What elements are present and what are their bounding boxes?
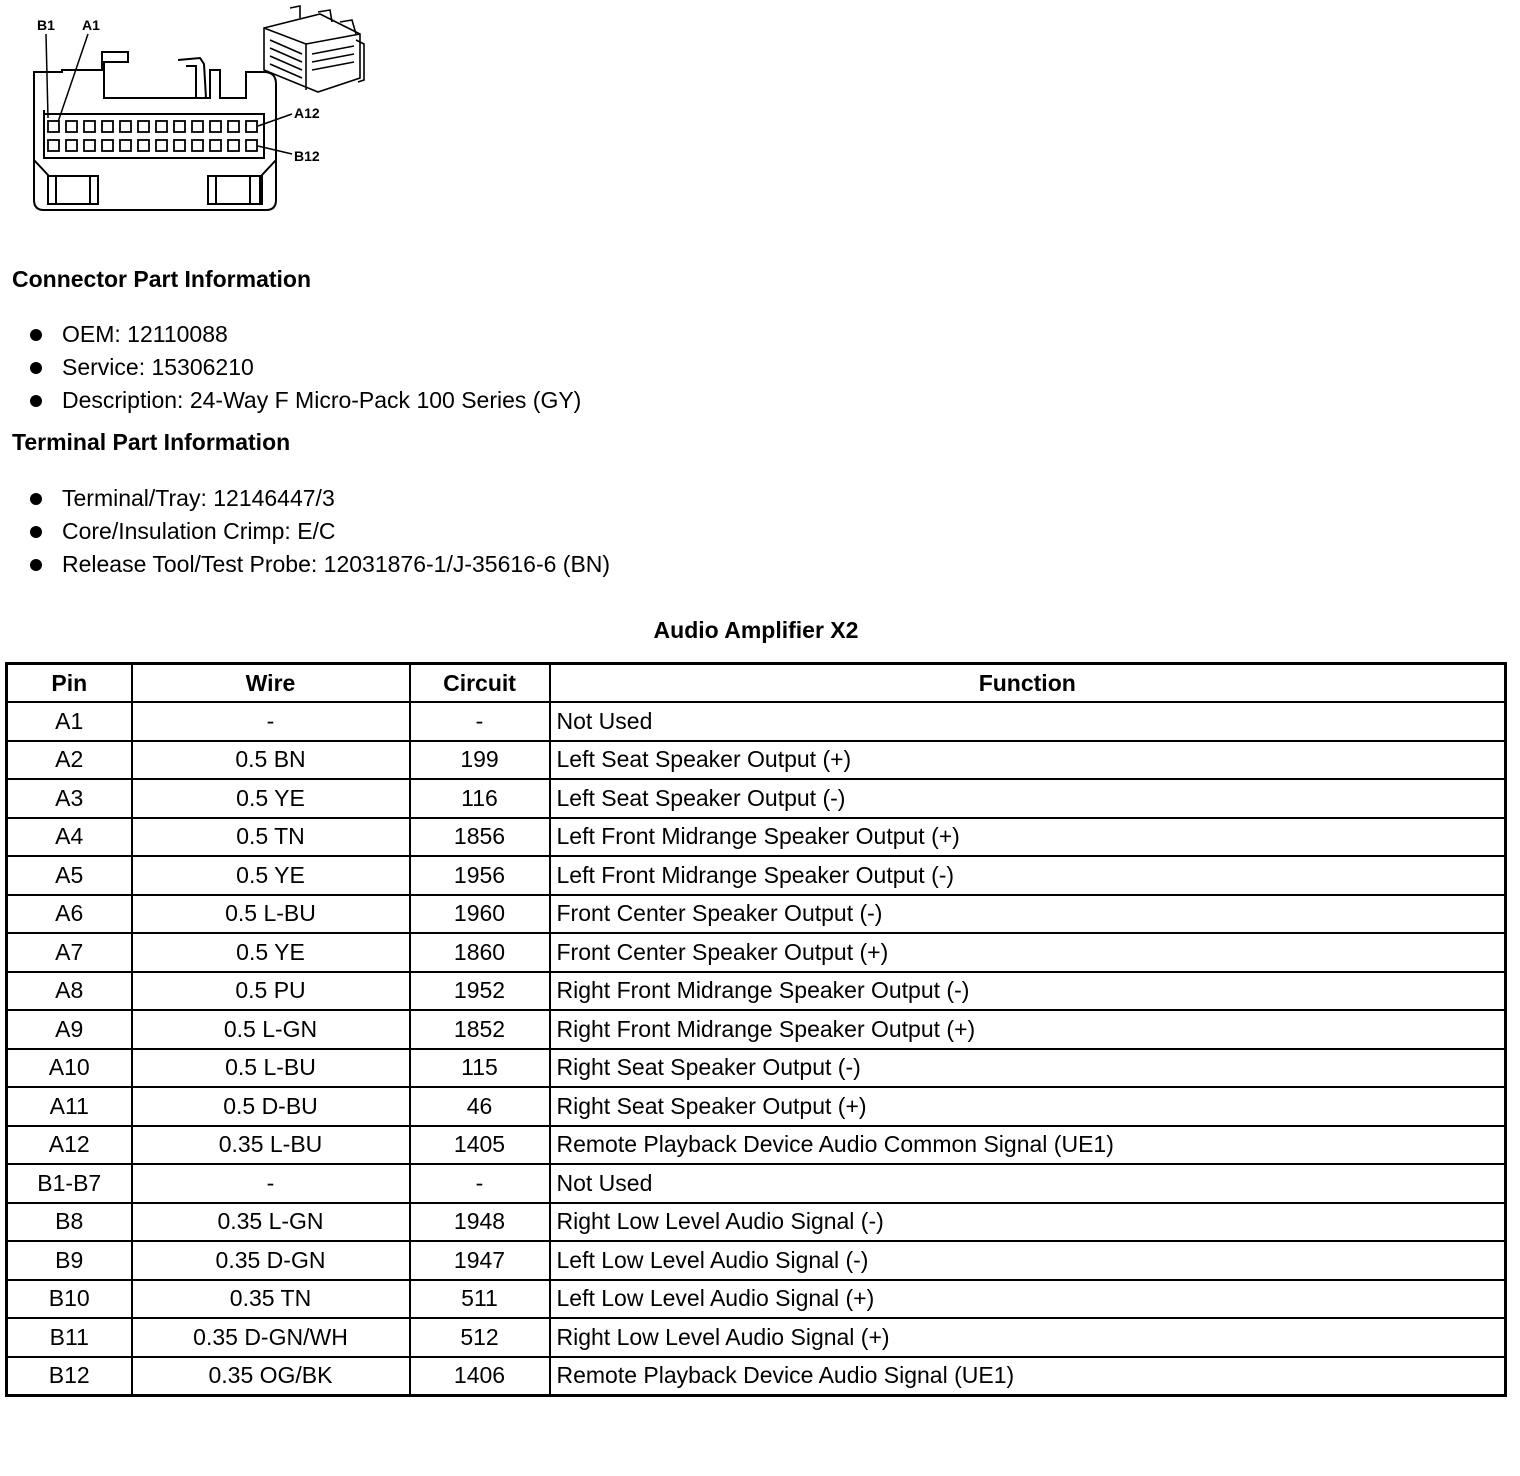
table-header-row — [7, 664, 1506, 703]
cell-pin: A11 — [7, 1087, 132, 1126]
cell-circuit: 115 — [410, 1049, 550, 1088]
table-row — [7, 895, 1506, 934]
header-pin: Pin — [7, 664, 132, 703]
bullet-icon — [30, 329, 42, 341]
header-function: Function — [550, 664, 1506, 703]
cell-pin: A10 — [7, 1049, 132, 1088]
cell-wire: - — [132, 702, 410, 741]
cell-pin: A9 — [7, 1010, 132, 1049]
cell-function: Left Front Midrange Speaker Output (+) — [550, 818, 1506, 857]
cell-wire: 0.35 D-GN/WH — [132, 1318, 410, 1357]
cell-wire: 0.5 PU — [132, 972, 410, 1011]
list-item: Core/Insulation Crimp: E/C — [30, 515, 610, 548]
cell-function: Front Center Speaker Output (+) — [550, 933, 1506, 972]
cell-wire: 0.5 YE — [132, 933, 410, 972]
cell-circuit: 1856 — [410, 818, 550, 857]
cell-circuit: 1852 — [410, 1010, 550, 1049]
label-b1: B1 — [37, 17, 55, 33]
list-item: Service: 15306210 — [30, 351, 581, 384]
list-item: Description: 24-Way F Micro-Pack 100 Series (GY) — [30, 384, 581, 417]
cell-circuit: 1956 — [410, 856, 550, 895]
cell-circuit: 1405 — [410, 1126, 550, 1165]
cell-wire: 0.35 TN — [132, 1280, 410, 1319]
label-a12: A12 — [294, 105, 320, 121]
connector-info-list — [30, 318, 581, 417]
cell-function: Left Low Level Audio Signal (+) — [550, 1280, 1506, 1319]
cell-function: Left Front Midrange Speaker Output (-) — [550, 856, 1506, 895]
table-row — [7, 1318, 1506, 1357]
cell-pin: A7 — [7, 933, 132, 972]
cell-function: Not Used — [550, 702, 1506, 741]
header-circuit: Circuit — [410, 664, 550, 703]
cell-circuit: 511 — [410, 1280, 550, 1319]
cell-pin: B10 — [7, 1280, 132, 1319]
table-row — [7, 1203, 1506, 1242]
table-row — [7, 933, 1506, 972]
cell-wire: 0.5 YE — [132, 779, 410, 818]
table-row — [7, 1126, 1506, 1165]
cell-circuit: 46 — [410, 1087, 550, 1126]
cell-pin: A5 — [7, 856, 132, 895]
cell-wire: 0.35 OG/BK — [132, 1357, 410, 1396]
list-item: OEM: 12110088 — [30, 318, 581, 351]
table-row — [7, 1049, 1506, 1088]
cell-function: Front Center Speaker Output (-) — [550, 895, 1506, 934]
bullet-icon — [30, 526, 42, 538]
cell-wire: 0.5 TN — [132, 818, 410, 857]
cell-function: Not Used — [550, 1164, 1506, 1203]
bullet-icon — [30, 362, 42, 374]
cell-pin: A6 — [7, 895, 132, 934]
cell-function: Left Seat Speaker Output (+) — [550, 741, 1506, 780]
cell-pin: A4 — [7, 818, 132, 857]
list-item: Release Tool/Test Probe: 12031876-1/J-35616-6 (BN) — [30, 548, 610, 581]
cell-circuit: - — [410, 1164, 550, 1203]
cell-wire: 0.35 D-GN — [132, 1241, 410, 1280]
label-b12: B12 — [294, 148, 320, 164]
cell-function: Right Seat Speaker Output (-) — [550, 1049, 1506, 1088]
terminal-info-title: Terminal Part Information — [12, 429, 291, 455]
cell-pin: B11 — [7, 1318, 132, 1357]
table-row — [7, 1280, 1506, 1319]
cell-pin: B8 — [7, 1203, 132, 1242]
connector-diagram — [0, 0, 400, 225]
cell-wire: 0.35 L-BU — [132, 1126, 410, 1165]
table-row — [7, 741, 1506, 780]
cell-wire: 0.35 L-GN — [132, 1203, 410, 1242]
bullet-icon — [30, 493, 42, 505]
cell-wire: 0.5 BN — [132, 741, 410, 780]
list-item: Terminal/Tray: 12146447/3 — [30, 482, 610, 515]
table-row — [7, 972, 1506, 1011]
cell-circuit: 1860 — [410, 933, 550, 972]
bullet-icon — [30, 559, 42, 571]
table-row — [7, 1010, 1506, 1049]
cell-function: Right Front Midrange Speaker Output (+) — [550, 1010, 1506, 1049]
label-a1: A1 — [82, 17, 100, 33]
table-title: Audio Amplifier X2 — [653, 617, 859, 643]
cell-circuit: 512 — [410, 1318, 550, 1357]
table-row — [7, 1164, 1506, 1203]
table-row — [7, 779, 1506, 818]
cell-wire: 0.5 YE — [132, 856, 410, 895]
table-row — [7, 818, 1506, 857]
table-row — [7, 702, 1506, 741]
cell-circuit: 1947 — [410, 1241, 550, 1280]
terminal-info-list — [30, 482, 610, 581]
cell-circuit: 1960 — [410, 895, 550, 934]
cell-pin: B9 — [7, 1241, 132, 1280]
cell-function: Right Front Midrange Speaker Output (-) — [550, 972, 1506, 1011]
cell-circuit: 1406 — [410, 1357, 550, 1396]
cell-circuit: - — [410, 702, 550, 741]
cell-wire: 0.5 D-BU — [132, 1087, 410, 1126]
pinout-table — [5, 662, 1507, 1397]
cell-pin: B12 — [7, 1357, 132, 1396]
connector-info-title: Connector Part Information — [12, 266, 312, 292]
cell-function: Left Seat Speaker Output (-) — [550, 779, 1506, 818]
cell-wire: 0.5 L-GN — [132, 1010, 410, 1049]
cell-function: Remote Playback Device Audio Signal (UE1) — [550, 1357, 1506, 1396]
cell-wire: 0.5 L-BU — [132, 895, 410, 934]
cell-function: Left Low Level Audio Signal (-) — [550, 1241, 1506, 1280]
cell-circuit: 199 — [410, 741, 550, 780]
cell-wire: 0.5 L-BU — [132, 1049, 410, 1088]
cell-pin: A12 — [7, 1126, 132, 1165]
cell-function: Right Seat Speaker Output (+) — [550, 1087, 1506, 1126]
bullet-icon — [30, 395, 42, 407]
cell-circuit: 116 — [410, 779, 550, 818]
table-row — [7, 1087, 1506, 1126]
table-row — [7, 856, 1506, 895]
cell-function: Right Low Level Audio Signal (-) — [550, 1203, 1506, 1242]
cell-function: Right Low Level Audio Signal (+) — [550, 1318, 1506, 1357]
cell-function: Remote Playback Device Audio Common Signal (UE1) — [550, 1126, 1506, 1165]
cell-circuit: 1948 — [410, 1203, 550, 1242]
cell-wire: - — [132, 1164, 410, 1203]
cell-pin: A2 — [7, 741, 132, 780]
table-row — [7, 1357, 1506, 1396]
cell-pin: A3 — [7, 779, 132, 818]
cell-pin: A1 — [7, 702, 132, 741]
table-row — [7, 1241, 1506, 1280]
cell-circuit: 1952 — [410, 972, 550, 1011]
header-wire: Wire — [132, 664, 410, 703]
cell-pin: B1-B7 — [7, 1164, 132, 1203]
cell-pin: A8 — [7, 972, 132, 1011]
